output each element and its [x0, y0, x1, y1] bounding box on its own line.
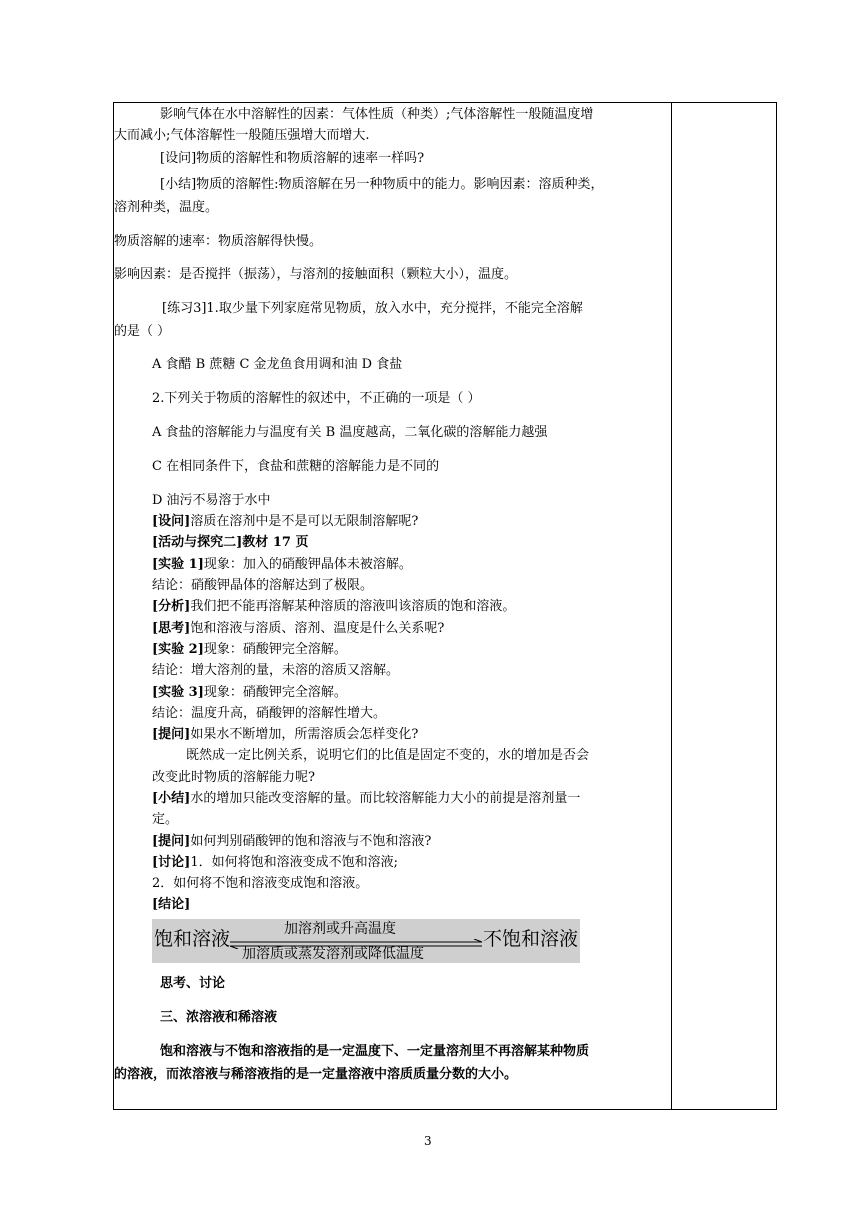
line-label: [分析]: [152, 599, 191, 614]
text-line: [设问]物质的溶解性和物质溶解的速率一样吗?: [160, 151, 425, 166]
text-line: [152, 831, 431, 852]
line-text: 水的增加只能改变溶解的量。而比较溶解能力大小的前提是溶剂量一: [190, 791, 581, 806]
text-line: [小结]物质的溶解性:物质溶解在另一种物质中的能力。影响因素：溶质种类，: [160, 177, 604, 192]
text-line: [152, 639, 347, 660]
text-line: 思考、讨论: [160, 976, 226, 991]
line-text: 溶质在溶剂中是不是可以无限制溶解呢?: [190, 514, 419, 529]
line-text: 1．如何将饱和溶液变成不饱和溶液;: [190, 855, 398, 870]
line-text: 现象：硝酸钾完全溶解。: [203, 642, 347, 657]
text-line: 定。: [152, 812, 179, 827]
line-text: 如果水不断增加，所需溶质会怎样变化?: [190, 727, 419, 742]
text-line: 影响气体在水中溶解性的因素：气体性质（种类）;气体溶解性一般随温度增: [160, 107, 594, 122]
text-line: [152, 852, 398, 873]
text-line: 大而减小;气体溶解性一般随压强增大而增大.: [114, 128, 370, 143]
text-line: [152, 618, 444, 639]
line-label: [设问]: [152, 514, 191, 529]
text-line: 2．如何将不饱和溶液变成饱和溶液。: [152, 876, 369, 891]
line-text: 现象：硝酸钾完全溶解。: [203, 685, 347, 700]
line-text: 我们把不能再溶解某种溶质的溶液叫该溶质的饱和溶液。: [190, 599, 516, 614]
text-line: C 在相同条件下，食盐和蔗糖的溶解能力是不同的: [152, 459, 440, 474]
text-line: [活动与探究二]教材 17 页: [152, 535, 309, 550]
text-line: [练习3]1.取少量下列家庭常见物质，放入水中，充分搅拌，不能完全溶解: [162, 301, 583, 316]
text-line: 的是（ ）: [114, 324, 171, 339]
text-line: A 食盐的溶解能力与温度有关 B 温度越高，二氧化碳的溶解能力越强: [152, 425, 548, 440]
line-label: [实验 3]: [152, 685, 204, 700]
page-number: 3: [424, 1134, 432, 1148]
table-column-divider: [671, 102, 672, 1110]
text-line: 物质溶解的速率：物质溶解得快慢。: [114, 234, 323, 249]
line-label: [讨论]: [152, 855, 191, 870]
line-label: [实验 1]: [152, 557, 204, 572]
text-line: [152, 511, 418, 532]
text-line: 2.下列关于物质的溶解性的叙述中，不正确的一项是（ ）: [152, 391, 481, 406]
text-line: 影响因素：是否搅拌（振荡），与溶剂的接触面积（颗粒大小），温度。: [114, 267, 518, 282]
text-line: A 食醋 B 蔗糖 C 金龙鱼食用调和油 D 食盐: [152, 357, 403, 372]
text-line: 改变此时物质的溶解能力呢?: [152, 770, 315, 785]
text-line: 既然成一定比例关系，说明它们的比值是固定不变的，水的增加是否会: [186, 748, 590, 763]
line-label: [提问]: [152, 834, 191, 849]
text-line: 结论：温度升高，硝酸钾的溶解性增大。: [152, 706, 387, 721]
text-line: [152, 682, 347, 703]
line-text: 饱和溶液与溶质、溶剂、温度是什么关系呢?: [190, 621, 445, 636]
text-line: D 油污不易溶于水中: [152, 493, 271, 508]
line-label: [小结]: [152, 791, 191, 806]
conversion-diagram: [152, 919, 580, 963]
line-label: [实验 2]: [152, 642, 204, 657]
text-line: 溶剂种类，温度。: [114, 200, 219, 215]
text-line: 饱和溶液与不饱和溶液指的是一定温度下、一定量溶剂里不再溶解某种物质: [160, 1044, 590, 1059]
text-line: 结论：增大溶剂的量，未溶的溶质又溶解。: [152, 663, 400, 678]
text-line: 结论：硝酸钾晶体的溶解达到了极限。: [152, 578, 374, 593]
saturated-label: 饱和溶液: [154, 928, 231, 950]
unsaturated-label: 不饱和溶液: [482, 928, 578, 950]
text-line: [152, 724, 418, 745]
text-line: [结论]: [152, 897, 191, 912]
text-line: 的溶液，而浓溶液与稀溶液指的是一定量溶液中溶质质量分数的大小。: [114, 1067, 518, 1082]
text-line: 三、浓溶液和稀溶液: [160, 1010, 278, 1025]
line-text: 现象：加入的硝酸钾晶体未被溶解。: [203, 557, 412, 572]
text-line: [152, 788, 580, 809]
bottom-condition: 加溶质或蒸发溶剂或降低温度: [242, 946, 424, 962]
text-line: [152, 554, 412, 575]
line-label: [提问]: [152, 727, 191, 742]
line-text: 如何判别硝酸钾的饱和溶液与不饱和溶液?: [190, 834, 432, 849]
text-line: [152, 596, 515, 617]
top-condition: 加溶剂或升高温度: [284, 921, 396, 937]
line-label: [思考]: [152, 621, 191, 636]
